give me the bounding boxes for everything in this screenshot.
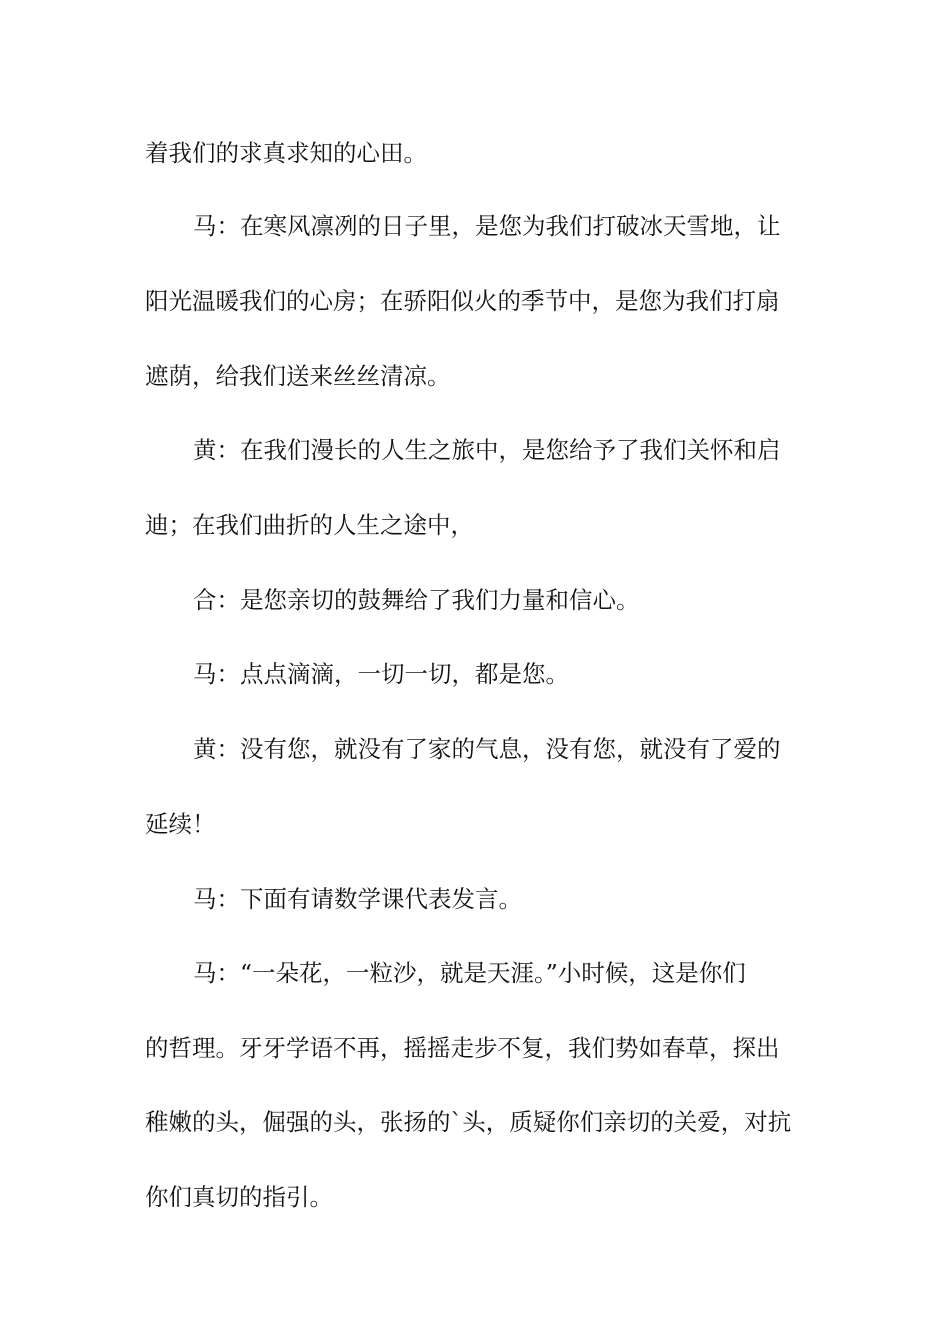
text-line: 你们真切的指引。: [145, 1183, 333, 1211]
text-line: 着我们的求真求知的心田。: [145, 139, 427, 167]
text-line: 的哲理。牙牙学语不再，摇摇走步不复，我们势如春草，探出: [145, 1034, 780, 1062]
text-line: 马：“一朵花，一粒沙，就是天涯。”小时候，这是你们: [193, 959, 746, 987]
text-line: 延续！: [145, 810, 216, 838]
text-line: 稚嫩的头，倔强的头，张扬的`头，质疑你们亲切的关爱，对抗: [145, 1108, 792, 1136]
text-line: 马：在寒风凛冽的日子里，是您为我们打破冰天雪地，让: [193, 212, 781, 240]
text-line: 遮荫，给我们送来丝丝清凉。: [145, 362, 451, 390]
text-line: 黄：没有您，就没有了家的气息，没有您，就没有了爱的: [193, 735, 781, 763]
text-line: 马：下面有请数学课代表发言。: [193, 885, 522, 913]
text-line: 黄：在我们漫长的人生之旅中，是您给予了我们关怀和启: [193, 436, 781, 464]
text-line: 合：是您亲切的鼓舞给了我们力量和信心。: [193, 586, 640, 614]
text-line: 马：点点滴滴，一切一切，都是您。: [193, 660, 569, 688]
text-line: 阳光温暖我们的心房；在骄阳似火的季节中，是您为我们打扇: [145, 287, 780, 315]
text-line: 迪；在我们曲折的人生之途中，: [145, 511, 474, 539]
